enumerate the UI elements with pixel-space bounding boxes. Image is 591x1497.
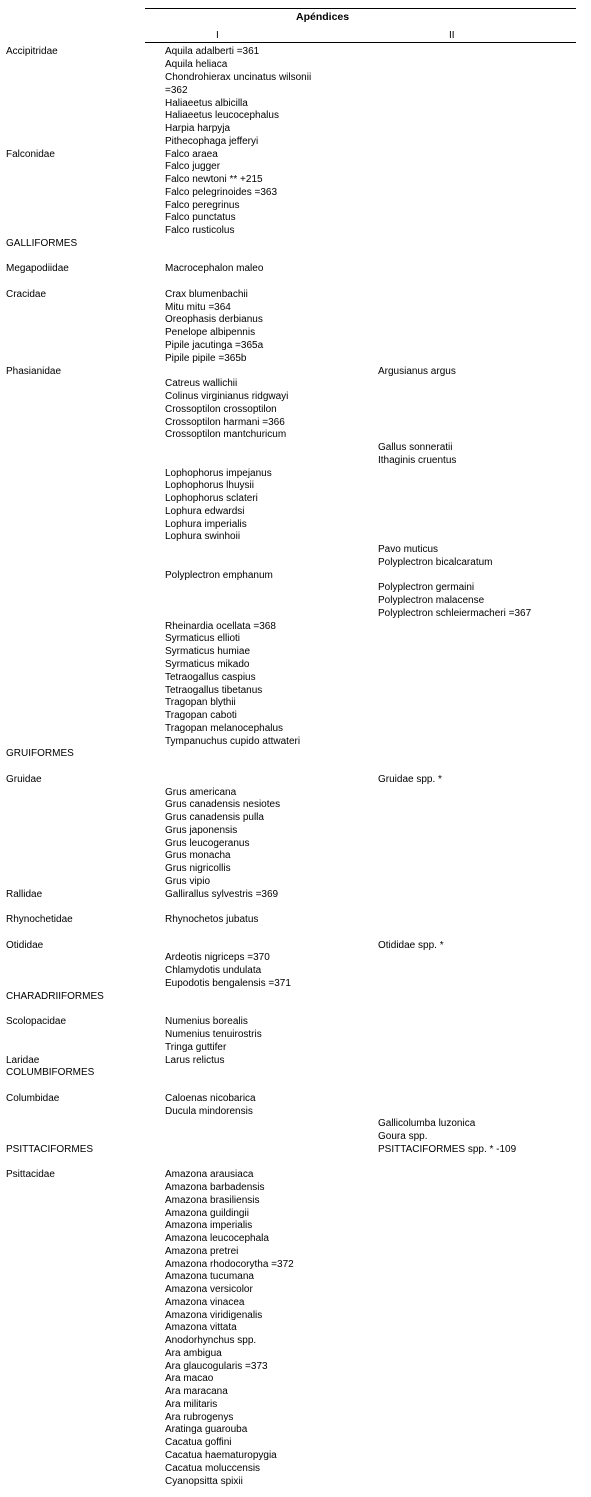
appendix-2-cell: PSITTACIFORMES spp. * -109 bbox=[378, 1144, 517, 1155]
appendix-1-cell: Amazona vittata bbox=[165, 1322, 237, 1333]
appendix-1-cell: Gallirallus sylvestris =369 bbox=[165, 889, 279, 900]
appendix-1-cell: Falco rusticolus bbox=[165, 225, 235, 236]
appendix-2-cell: Polyplectron schleiermacheri =367 bbox=[378, 608, 532, 619]
appendix-1-cell: Grus americana bbox=[165, 787, 237, 798]
taxon-cell: Falconidae bbox=[6, 149, 55, 160]
appendix-1-cell: Lophura swinhoii bbox=[165, 531, 241, 542]
appendix-1-cell: Lophura imperialis bbox=[165, 519, 247, 530]
appendix-1-cell: Lophophorus impejanus bbox=[165, 468, 272, 479]
taxon-cell: PSITTACIFORMES bbox=[6, 1144, 94, 1155]
appendix-1-cell: Grus nigricollis bbox=[165, 863, 231, 874]
taxon-cell: Columbidae bbox=[6, 1093, 60, 1104]
taxon-cell: GALLIFORMES bbox=[6, 238, 78, 249]
appendix-1-cell: Chondrohierax uncinatus wilsonii bbox=[165, 72, 312, 83]
taxon-cell: Phasianidae bbox=[6, 366, 62, 377]
appendix-1-cell: Polyplectron emphanum bbox=[165, 570, 273, 581]
appendix-1-cell: Haliaeetus albicilla bbox=[165, 98, 248, 109]
appendix-1-cell: Rheinardia ocellata =368 bbox=[165, 621, 276, 632]
appendix-1-cell: Anodorhynchus spp. bbox=[165, 1335, 257, 1346]
appendix-1-cell: Amazona leucocephala bbox=[165, 1233, 269, 1244]
appendix-1-cell: Haliaeetus leucocephalus bbox=[165, 110, 279, 121]
appendix-1-cell: Tetraogallus tibetanus bbox=[165, 685, 263, 696]
taxon-cell: Megapodiidae bbox=[6, 263, 69, 274]
appendix-2-cell: Pavo muticus bbox=[378, 544, 439, 555]
appendix-1-cell: Pipile pipile =365b bbox=[165, 353, 247, 364]
taxon-cell: Cracidae bbox=[6, 289, 47, 300]
appendix-1-cell: Tragopan melanocephalus bbox=[165, 723, 284, 734]
appendix-1-cell: Falco peregrinus bbox=[165, 200, 240, 211]
appendix-1-cell: Crossoptilon harmani =366 bbox=[165, 417, 285, 428]
taxon-cell: Otididae bbox=[6, 940, 44, 951]
appendix-1-cell: Cyanopsitta spixii bbox=[165, 1476, 243, 1487]
appendix-1-cell: Pithecophaga jefferyi bbox=[165, 136, 259, 147]
appendix-1-cell: Tringa guttifer bbox=[165, 1042, 227, 1053]
appendix-1-cell: Grus vipio bbox=[165, 876, 211, 887]
appendix-1-cell: Amazona barbadensis bbox=[165, 1182, 265, 1193]
appendix-1-cell: Aratinga guarouba bbox=[165, 1424, 248, 1435]
appendix-1-cell: Grus leucogeranus bbox=[165, 838, 250, 849]
appendix-1-cell: Falco punctatus bbox=[165, 212, 236, 223]
appendix-2-cell: Polyplectron malacense bbox=[378, 595, 485, 606]
taxon-cell: Psittacidae bbox=[6, 1169, 55, 1180]
column-header-appendix-1: I bbox=[216, 30, 219, 41]
appendix-1-cell: Amazona brasiliensis bbox=[165, 1195, 260, 1206]
appendix-1-cell: Amazona guildingii bbox=[165, 1208, 249, 1219]
appendix-2-cell: Polyplectron bicalcaratum bbox=[378, 557, 493, 568]
appendix-2-cell: Otididae spp. * bbox=[378, 940, 444, 951]
taxon-cell: CHARADRIIFORMES bbox=[6, 991, 104, 1002]
appendix-1-cell: Larus relictus bbox=[165, 1055, 225, 1066]
appendix-1-cell: Aquila heliaca bbox=[165, 59, 228, 70]
appendix-1-cell: Crax blumenbachii bbox=[165, 289, 248, 300]
appendix-1-cell: Ara rubrogenys bbox=[165, 1412, 234, 1423]
appendix-2-cell: Gallus sonneratii bbox=[378, 442, 453, 453]
appendices-heading: Apéndices bbox=[296, 11, 350, 23]
appendix-1-cell: Rhynochetos jubatus bbox=[165, 914, 259, 925]
appendix-1-cell: Falco newtoni ** +215 bbox=[165, 174, 263, 185]
appendix-1-cell: Ara militaris bbox=[165, 1399, 218, 1410]
taxon-cell: COLUMBIFORMES bbox=[6, 1067, 95, 1078]
appendix-2-cell: Ithaginis cruentus bbox=[378, 455, 457, 466]
appendix-1-cell: Falco pelegrinoides =363 bbox=[165, 187, 278, 198]
appendix-1-cell: Grus canadensis pulla bbox=[165, 812, 264, 823]
appendix-1-cell: Ara ambigua bbox=[165, 1348, 222, 1359]
appendix-1-cell: Crossoptilon crossoptilon bbox=[165, 404, 277, 415]
appendix-1-cell: Chlamydotis undulata bbox=[165, 965, 262, 976]
taxon-cell: Rallidae bbox=[6, 889, 43, 900]
appendix-1-cell: Ara macao bbox=[165, 1373, 214, 1384]
taxon-cell: Scolopacidae bbox=[6, 1016, 67, 1027]
appendix-1-cell: Harpia harpyja bbox=[165, 123, 231, 134]
appendix-1-cell: Amazona tucumana bbox=[165, 1271, 254, 1282]
taxon-cell: Laridae bbox=[6, 1055, 40, 1066]
appendix-1-cell: Grus canadensis nesiotes bbox=[165, 799, 281, 810]
appendix-2-cell: Gallicolumba luzonica bbox=[378, 1118, 476, 1129]
appendix-1-cell: Pipile jacutinga =365a bbox=[165, 340, 264, 351]
column-header-appendix-2: II bbox=[449, 30, 455, 41]
taxon-cell: GRUIFORMES bbox=[6, 748, 74, 759]
appendix-1-cell: Ara maracana bbox=[165, 1386, 228, 1397]
appendix-1-cell: Ducula mindorensis bbox=[165, 1106, 253, 1117]
appendix-1-cell: Oreophasis derbianus bbox=[165, 314, 263, 325]
appendix-1-cell: Aquila adalberti =361 bbox=[165, 46, 260, 57]
appendix-1-cell: Lophophorus sclateri bbox=[165, 493, 258, 504]
appendix-1-cell: Ara glaucogularis =373 bbox=[165, 1361, 268, 1372]
appendix-2-cell: Polyplectron germaini bbox=[378, 582, 475, 593]
appendix-1-cell: Colinus virginianus ridgwayi bbox=[165, 391, 289, 402]
appendix-1-cell: Caloenas nicobarica bbox=[165, 1093, 256, 1104]
appendix-2-cell: Argusianus argus bbox=[378, 366, 456, 377]
appendix-1-cell: Tragopan caboti bbox=[165, 710, 237, 721]
appendix-2-cell: Goura spp. bbox=[378, 1131, 428, 1142]
appendix-1-cell: Amazona pretrei bbox=[165, 1246, 239, 1257]
appendix-1-cell: Falco jugger bbox=[165, 161, 221, 172]
appendix-1-cell: Catreus wallichii bbox=[165, 378, 238, 389]
appendix-1-cell: =362 bbox=[165, 85, 188, 96]
appendix-1-cell: Macrocephalon maleo bbox=[165, 263, 264, 274]
appendix-1-cell: Lophophorus lhuysii bbox=[165, 480, 254, 491]
appendix-1-cell: Tetraogallus caspius bbox=[165, 672, 256, 683]
appendix-1-cell: Syrmaticus mikado bbox=[165, 659, 250, 670]
appendix-1-cell: Grus japonensis bbox=[165, 825, 238, 836]
taxon-cell: Accipitridae bbox=[6, 46, 58, 57]
appendix-1-cell: Mitu mitu =364 bbox=[165, 302, 231, 313]
appendix-1-cell: Grus monacha bbox=[165, 850, 231, 861]
appendix-1-cell: Tympanuchus cupido attwateri bbox=[165, 736, 301, 747]
appendix-1-cell: Eupodotis bengalensis =371 bbox=[165, 978, 291, 989]
appendix-1-cell: Syrmaticus humiae bbox=[165, 646, 251, 657]
appendix-1-cell: Crossoptilon mantchuricum bbox=[165, 429, 287, 440]
appendix-1-cell: Tragopan blythii bbox=[165, 697, 236, 708]
appendix-1-cell: Amazona rhodocorytha =372 bbox=[165, 1259, 294, 1270]
appendix-1-cell: Cacatua moluccensis bbox=[165, 1463, 261, 1474]
appendix-1-cell: Numenius tenuirostris bbox=[165, 1029, 262, 1040]
appendix-1-cell: Amazona arausiaca bbox=[165, 1169, 254, 1180]
appendix-1-cell: Cacatua haematuropygia bbox=[165, 1450, 277, 1461]
appendix-1-cell: Amazona vinacea bbox=[165, 1297, 245, 1308]
appendix-1-cell: Falco araea bbox=[165, 149, 218, 160]
appendix-1-cell: Cacatua goffini bbox=[165, 1437, 232, 1448]
taxon-cell: Rhynochetidae bbox=[6, 914, 73, 925]
appendix-1-cell: Amazona imperialis bbox=[165, 1220, 253, 1231]
appendix-1-cell: Penelope albipennis bbox=[165, 327, 256, 338]
appendix-1-cell: Amazona versicolor bbox=[165, 1284, 253, 1295]
appendix-1-cell: Amazona viridigenalis bbox=[165, 1310, 263, 1321]
appendix-1-cell: Ardeotis nigriceps =370 bbox=[165, 952, 270, 963]
taxon-cell: Gruidae bbox=[6, 774, 42, 785]
appendix-2-cell: Gruidae spp. * bbox=[378, 774, 442, 785]
appendix-1-cell: Syrmaticus ellioti bbox=[165, 633, 241, 644]
appendix-1-cell: Lophura edwardsi bbox=[165, 506, 245, 517]
appendix-1-cell: Numenius borealis bbox=[165, 1016, 248, 1027]
